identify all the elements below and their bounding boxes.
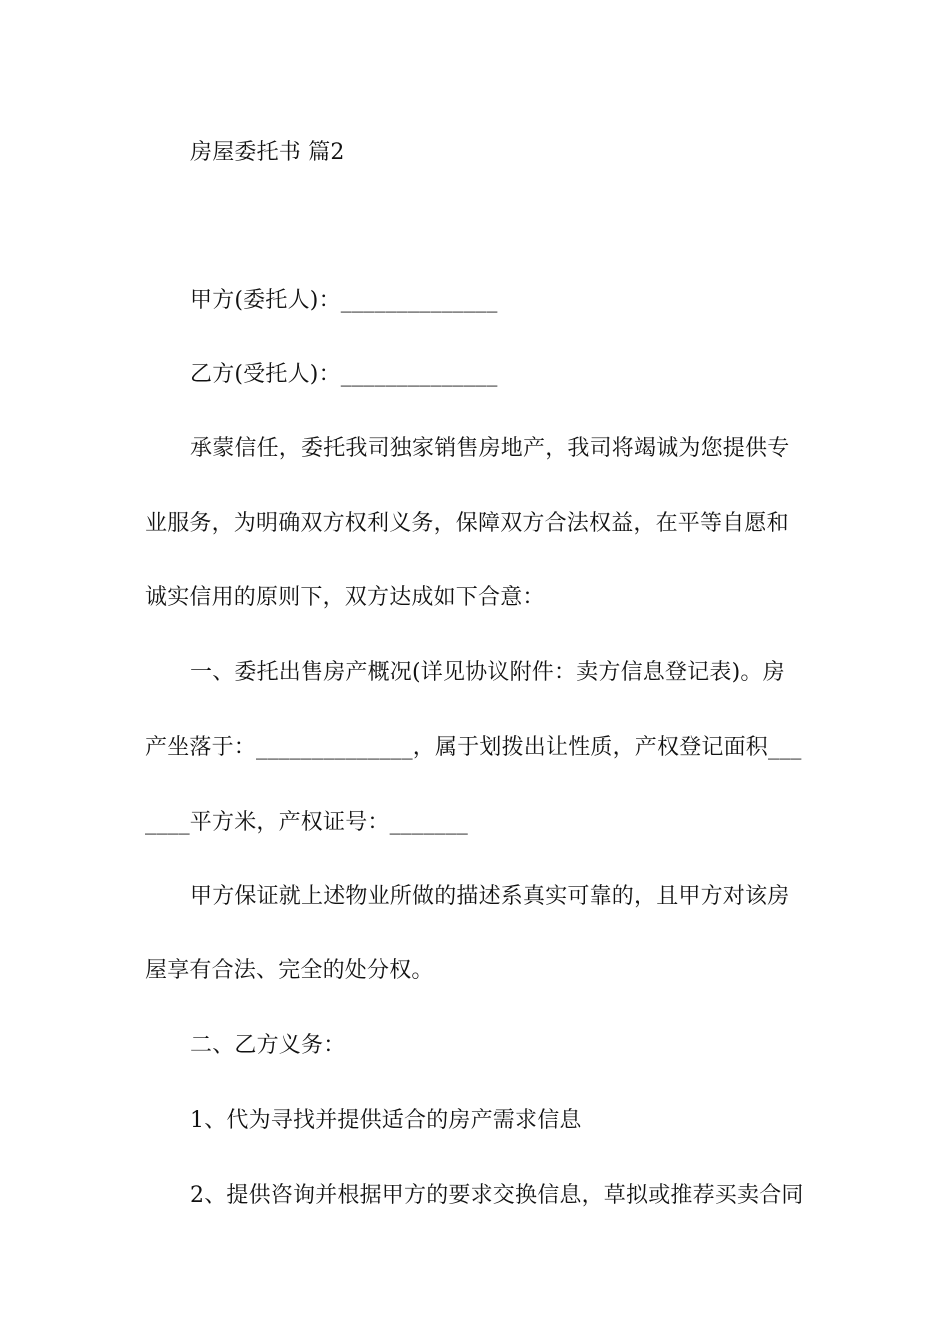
paragraph-line: 屋享有合法、完全的处分权。 — [145, 958, 434, 983]
paragraph-line: 业服务，为明确双方权利义务，保障双方合法权益，在平等自愿和 — [145, 511, 789, 536]
paragraph-line: 诚实信用的原则下，双方达成如下合意： — [145, 585, 545, 610]
paragraph-line: 甲方保证就上述物业所做的描述系真实可靠的，且甲方对该房 — [190, 884, 790, 909]
paragraph-line: ____平方米，产权证号：_______ — [145, 810, 469, 835]
party-b-line: 乙方(受托人)：______________ — [190, 362, 498, 387]
section-one-line: 一、委托出售房产概况(详见协议附件：卖方信息登记表)。房 — [190, 660, 785, 685]
section-two-heading: 二、乙方义务： — [190, 1033, 346, 1058]
document-title: 房屋委托书 篇2 — [190, 140, 345, 165]
paragraph-line: 承蒙信任，委托我司独家销售房地产，我司将竭诚为您提供专 — [190, 436, 790, 461]
list-item: 1、代为寻找并提供适合的房产需求信息 — [190, 1108, 582, 1133]
party-a-line: 甲方(委托人)：______________ — [190, 288, 498, 313]
paragraph-line: 产坐落于：______________，属于划拨出让性质，产权登记面积___ — [145, 735, 802, 760]
list-item: 2、提供咨询并根据甲方的要求交换信息，草拟或推荐买卖合同 — [190, 1183, 804, 1208]
